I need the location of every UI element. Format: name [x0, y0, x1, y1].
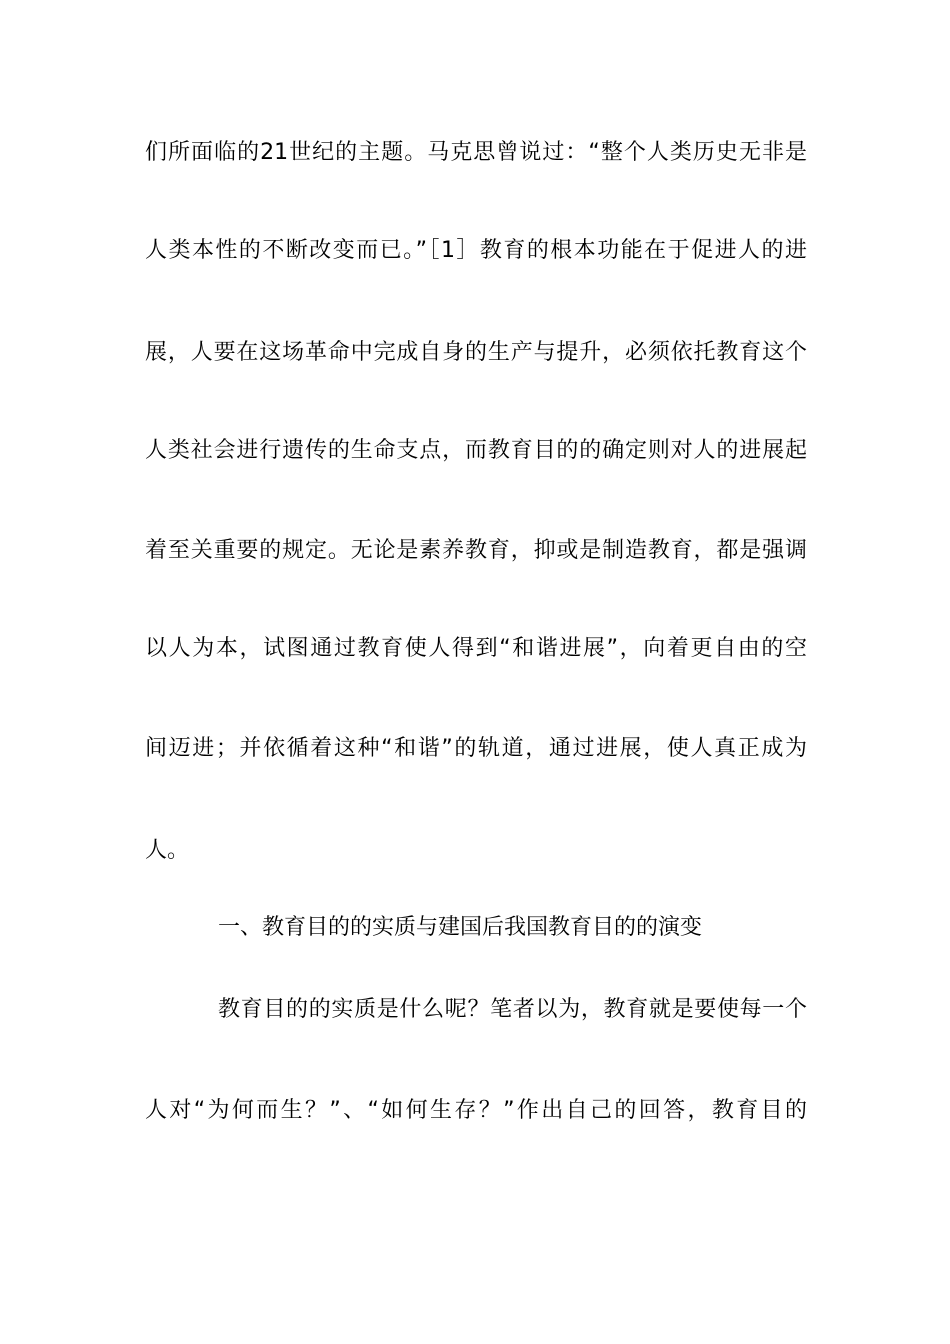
body-text-line: 人类社会进行遗传的生命支点，而教育目的的确定则对人的进展起 [145, 438, 807, 463]
body-text-line: 人类本性的不断改变而已。”［1］教育的根本功能在于促进人的进 [145, 238, 807, 263]
body-text-line: 人对“为何而生？”、“如何生存？”作出自己的回答，教育目的 [145, 1098, 807, 1123]
section-heading: 一、教育目的的实质与建国后我国教育目的的演变 [218, 915, 703, 940]
body-text-line: 以人为本，试图通过教育使人得到“和谐进展”，向着更自由的空 [145, 636, 807, 661]
body-text-line: 展，人要在这场革命中完成自身的生产与提升，必须依托教育这个 [145, 340, 807, 365]
paragraph-first-line: 教育目的的实质是什么呢？笔者以为，教育就是要使每一个 [218, 997, 807, 1022]
body-text-line: 着至关重要的规定。无论是素养教育，抑或是制造教育，都是强调 [145, 538, 807, 563]
body-text-line: 们所面临的21世纪的主题。马克思曾说过：“整个人类历史无非是 [145, 140, 807, 165]
body-text-line: 人。 [145, 838, 190, 863]
body-text-line: 间迈进；并依循着这种“和谐”的轨道，通过进展，使人真正成为 [145, 736, 807, 761]
